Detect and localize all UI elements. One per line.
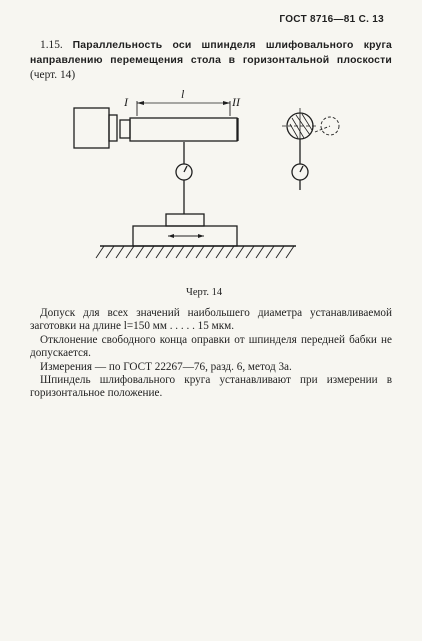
- figure-caption: Черт. 14: [186, 287, 223, 298]
- label-position-one: I: [124, 95, 128, 109]
- label-position-two: II: [232, 95, 240, 109]
- tolerance-length: l=150 мм: [123, 320, 167, 333]
- bed-hatching: [96, 246, 294, 258]
- section-title: Параллельность оси шпинделя шлифовального круга направлению перемещения стола в горизонтальной плоскости: [30, 40, 392, 66]
- section-figure-ref: (черт. 14): [30, 69, 76, 81]
- spindle-paragraph: Шпиндель шлифовального круга устанавливают при измерении в горизонтальное положение.: [30, 374, 392, 400]
- test-mandrel: [130, 118, 237, 141]
- spindle-collar: [120, 120, 130, 138]
- page-header: ГОСТ 8716—81 С. 13: [279, 14, 384, 25]
- tolerance-value: 15 мкм.: [197, 320, 235, 333]
- section-number: 1.15.: [40, 39, 63, 51]
- body-text: [30, 307, 392, 401]
- tolerance-paragraph: [30, 307, 392, 334]
- spindle-head: [74, 108, 109, 148]
- tolerance-text: Допуск для всех значений наибольшего диаметра устанавливаемой заготовки на длине: [30, 307, 392, 333]
- tolerance-leader-dots: . . . . .: [169, 320, 195, 333]
- technical-drawing: [60, 86, 370, 276]
- section-heading: [30, 38, 392, 82]
- label-length: l: [181, 87, 185, 101]
- indicator-base: [166, 214, 204, 226]
- measurement-paragraph: Измерения — по ГОСТ 22267—76, разд. 6, метод 3а.: [40, 360, 292, 373]
- deviation-paragraph: Отклонение свободного конца оправки от шпинделя передней бабки не допускается.: [30, 333, 392, 360]
- spindle-flange: [109, 115, 117, 141]
